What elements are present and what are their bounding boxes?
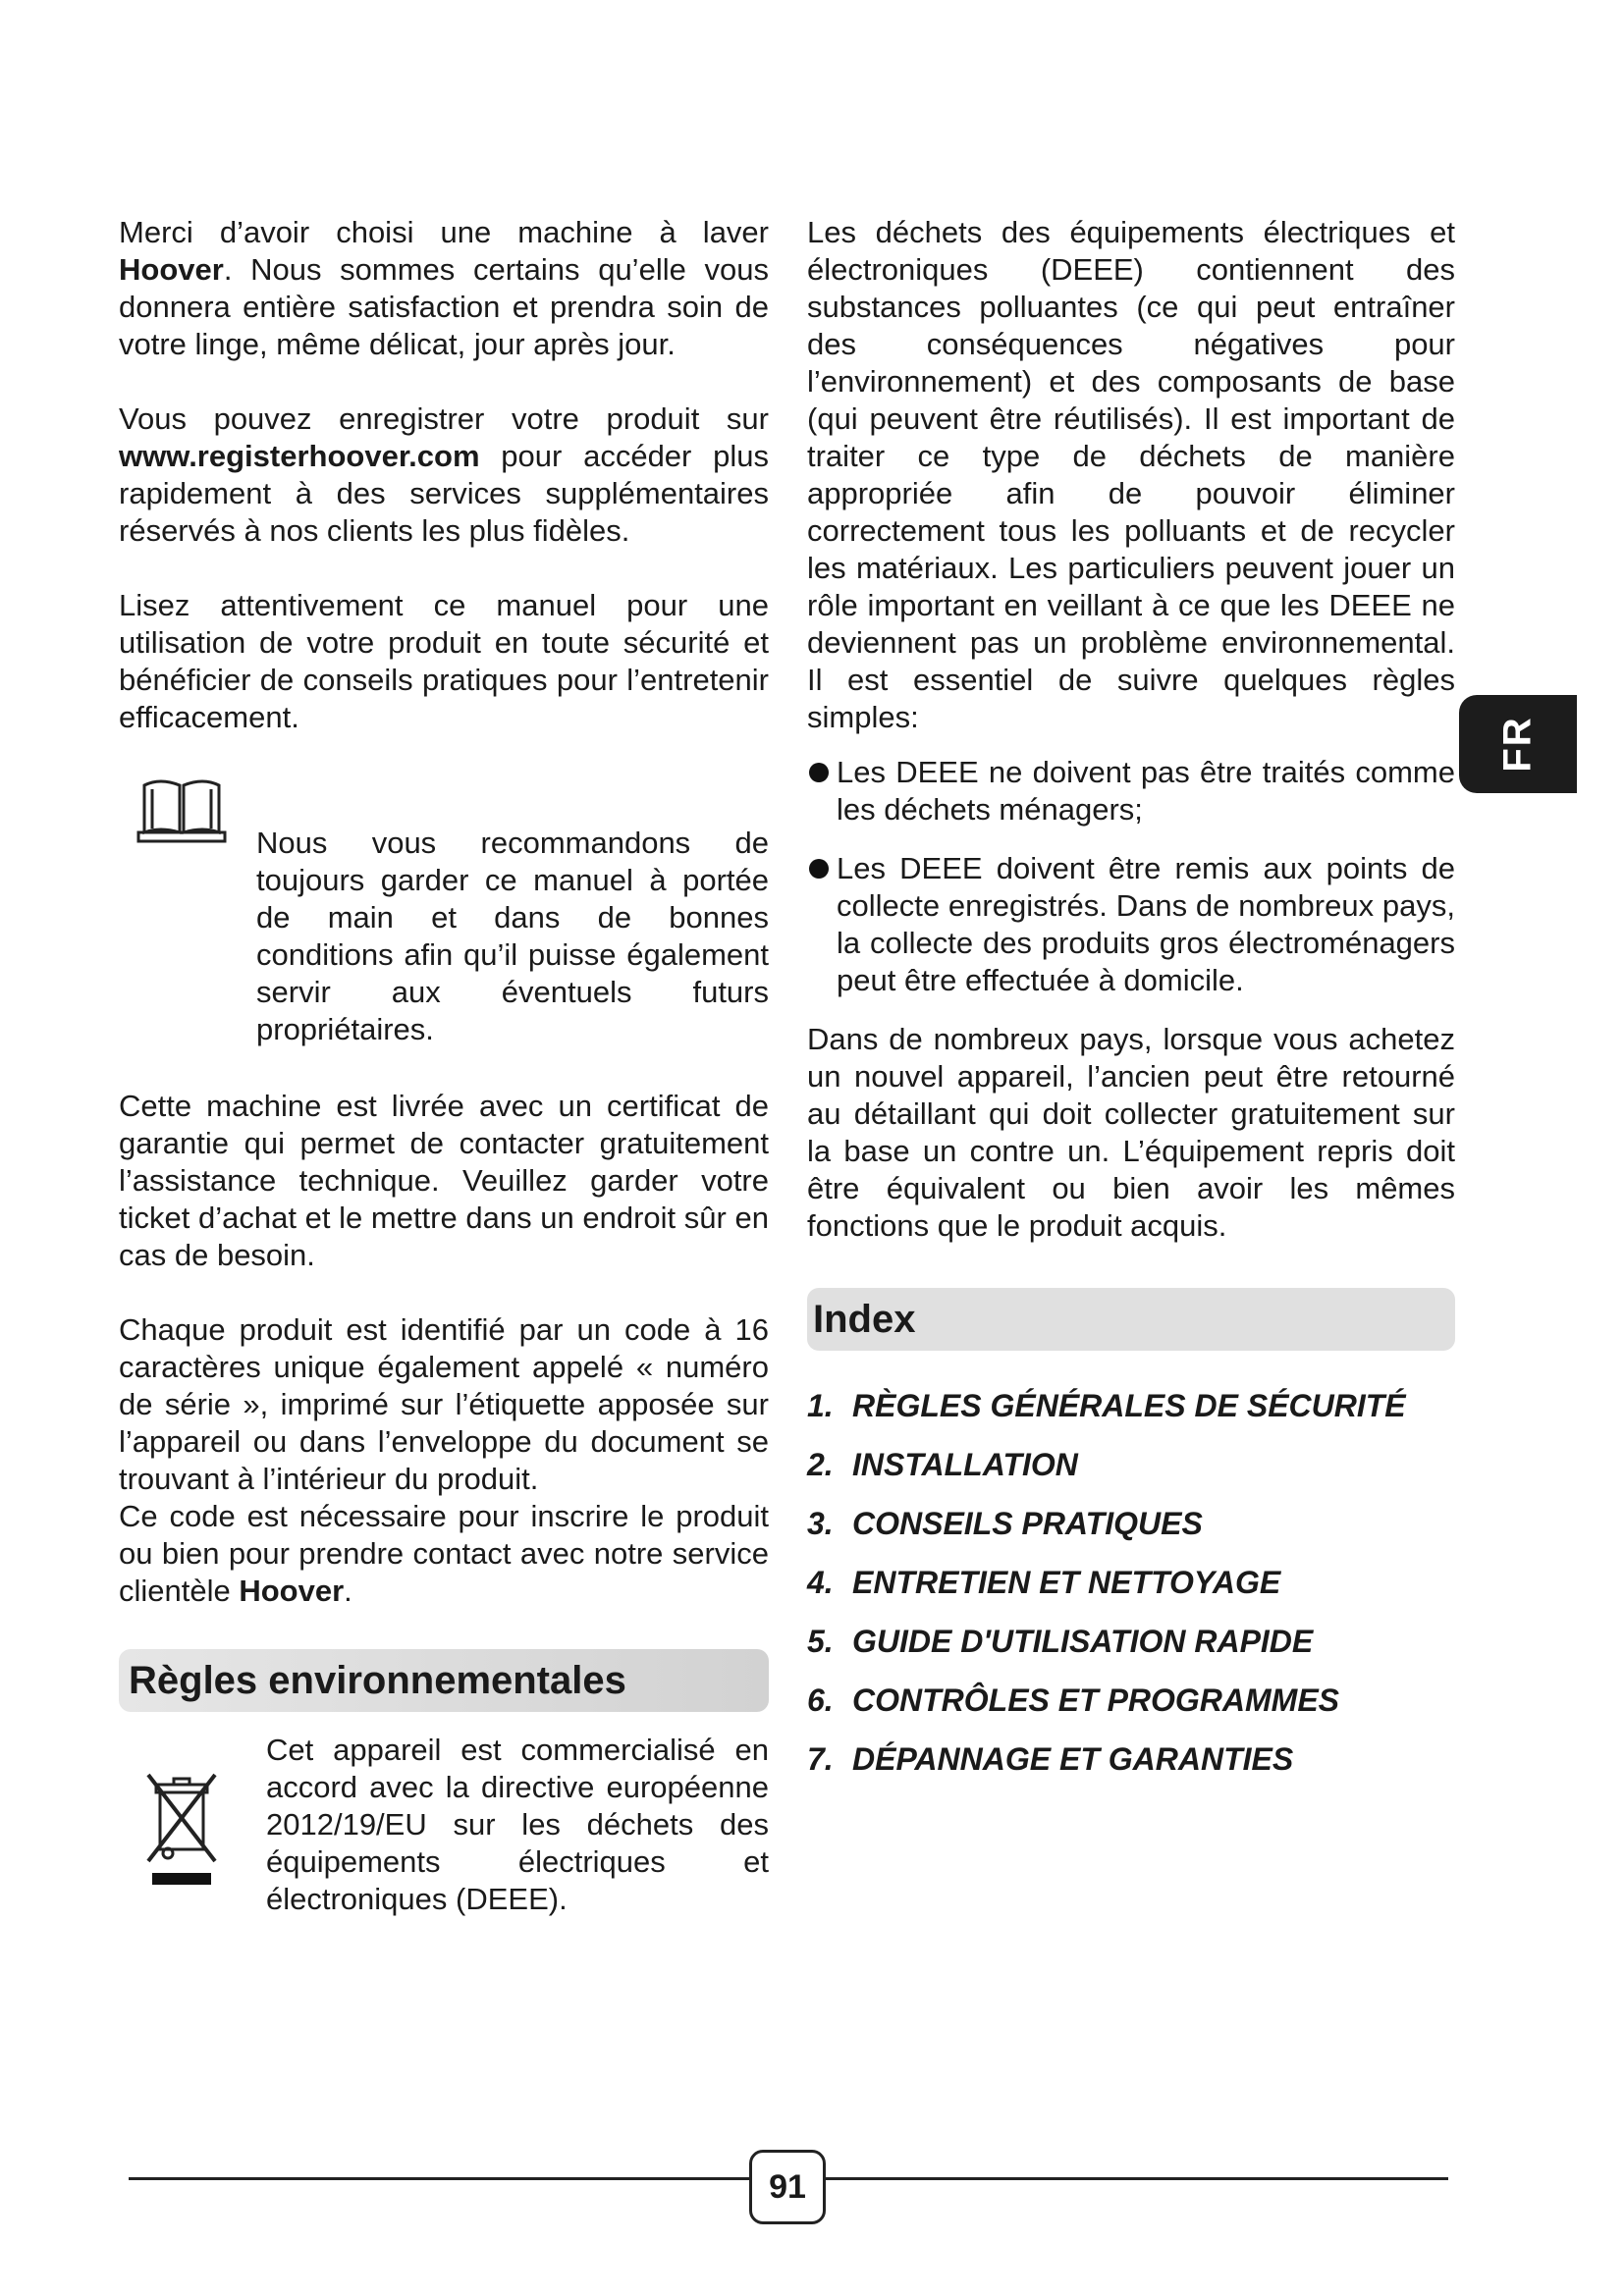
brand-name: Hoover <box>239 1574 345 1608</box>
register-paragraph: Vous pouvez enregistrer votre produit sur www.registerhoover.com pour accéder plus rapidement à des services supplémentaires réservés à nos clients les plus fidèles. <box>119 401 769 548</box>
warranty-paragraph: Cette machine est livrée avec un certificat de garantie qui permet de contacter gratuitement l’assistance technique. Veuillez garder votre ticket d’achat et le mettre dans un endroit sûr en cas de besoin. <box>119 1089 769 1272</box>
index-item[interactable]: 4. ENTRETIEN ET NETTOYAGE <box>807 1565 1281 1600</box>
open-book-icon <box>136 775 227 844</box>
weee-block <box>119 1732 769 1918</box>
weee-directive-paragraph: Cet appareil est commercialisé en accord avec la directive européenne 2012/19/EU sur les déchets des équipements électriques et électroniques (DEEE). <box>266 1733 769 1916</box>
register-link[interactable]: www.registerhoover.com <box>119 439 480 473</box>
crossed-out-bin-icon <box>144 1771 219 1889</box>
return-policy-paragraph: Dans de nombreux pays, lorsque vous achetez un nouvel appareil, l’ancien peut être retourné au détaillant qui doit collecter gratuitement sur la base un contre un. L’équipement repris doit être équivalent ou bien avoir les mêmes fonctions que le produit acquis. <box>807 1022 1455 1243</box>
keep-manual-paragraph: Nous vous recommandons de toujours garder ce manuel à portée de main et dans de bonnes conditions afin qu’il puisse également servir aux éventuels futurs propriétaires. <box>256 826 769 1046</box>
footer-rule-left <box>129 2177 749 2180</box>
footer-rule-right <box>826 2177 1448 2180</box>
page-number: 91 <box>749 2150 826 2224</box>
intro-paragraph: Merci d’avoir choisi une machine à laver Hoover. Nous sommes certains qu’elle vous donnera entière satisfaction et prendra soin de votre linge, même délicat, jour après jour. <box>119 215 769 361</box>
language-tab: FR <box>1459 695 1577 793</box>
index-item[interactable]: 2. INSTALLATION <box>807 1447 1078 1482</box>
bullet-item: Les DEEE doivent être remis aux points de collecte enregistrés. Dans de nombreux pays, la collecte des produits gros électroménagers peut être effectuée à domicile. <box>807 850 1455 999</box>
index-item[interactable]: 7. DÉPANNAGE ET GARANTIES <box>807 1741 1294 1777</box>
index-item[interactable]: 3. CONSEILS PRATIQUES <box>807 1506 1203 1541</box>
serial-number-paragraph: Chaque produit est identifié par un code à 16 caractères unique également appelé « numéro de série », imprimé sur l’étiquette apposée sur l’appareil ou dans l’enveloppe du document se trouvant à l’intérieur du produit. <box>119 1312 769 1496</box>
weee-info-paragraph: Les déchets des équipements électriques et électroniques (DEEE) contiennent des substances polluantes (ce qui peut entraîner des conséquences négatives pour l’environnement) et des composants de base (qui peuvent être réutilisés). Il est important de traiter ce type de déchets de manière appropriée afin de pouvoir éliminer correctement tous les polluants et de recycler les matériaux. Les particuliers peuvent jouer un rôle important en veillant à ce que les DEEE ne deviennent pas un problème environnemental. Il est essentiel de suivre quelques règles simples: <box>807 215 1455 734</box>
keep-manual-block <box>119 774 769 1048</box>
index-item[interactable]: 6. CONTRÔLES ET PROGRAMMES <box>807 1682 1340 1718</box>
index-list <box>807 1386 1455 1798</box>
right-column <box>807 214 1455 1798</box>
index-item[interactable]: 5. GUIDE D'UTILISATION RAPIDE <box>807 1624 1314 1659</box>
environmental-rules-header: Règles environnementales <box>119 1649 769 1712</box>
bullet-item: Les DEEE ne doivent pas être traités comme les déchets ménagers; <box>807 754 1455 828</box>
left-column <box>119 214 769 1918</box>
brand-name: Hoover <box>119 252 224 287</box>
index-item[interactable]: 1. RÈGLES GÉNÉRALES DE SÉCURITÉ <box>807 1388 1406 1423</box>
read-manual-paragraph: Lisez attentivement ce manuel pour une utilisation de votre produit en toute sécurité et bénéficier de conseils pratiques pour l’entretenir efficacement. <box>119 588 769 734</box>
index-header: Index <box>807 1288 1455 1351</box>
serial-code-paragraph: Ce code est nécessaire pour inscrire le produit ou bien pour prendre contact avec notre service clientèle Hoover. <box>119 1499 769 1608</box>
